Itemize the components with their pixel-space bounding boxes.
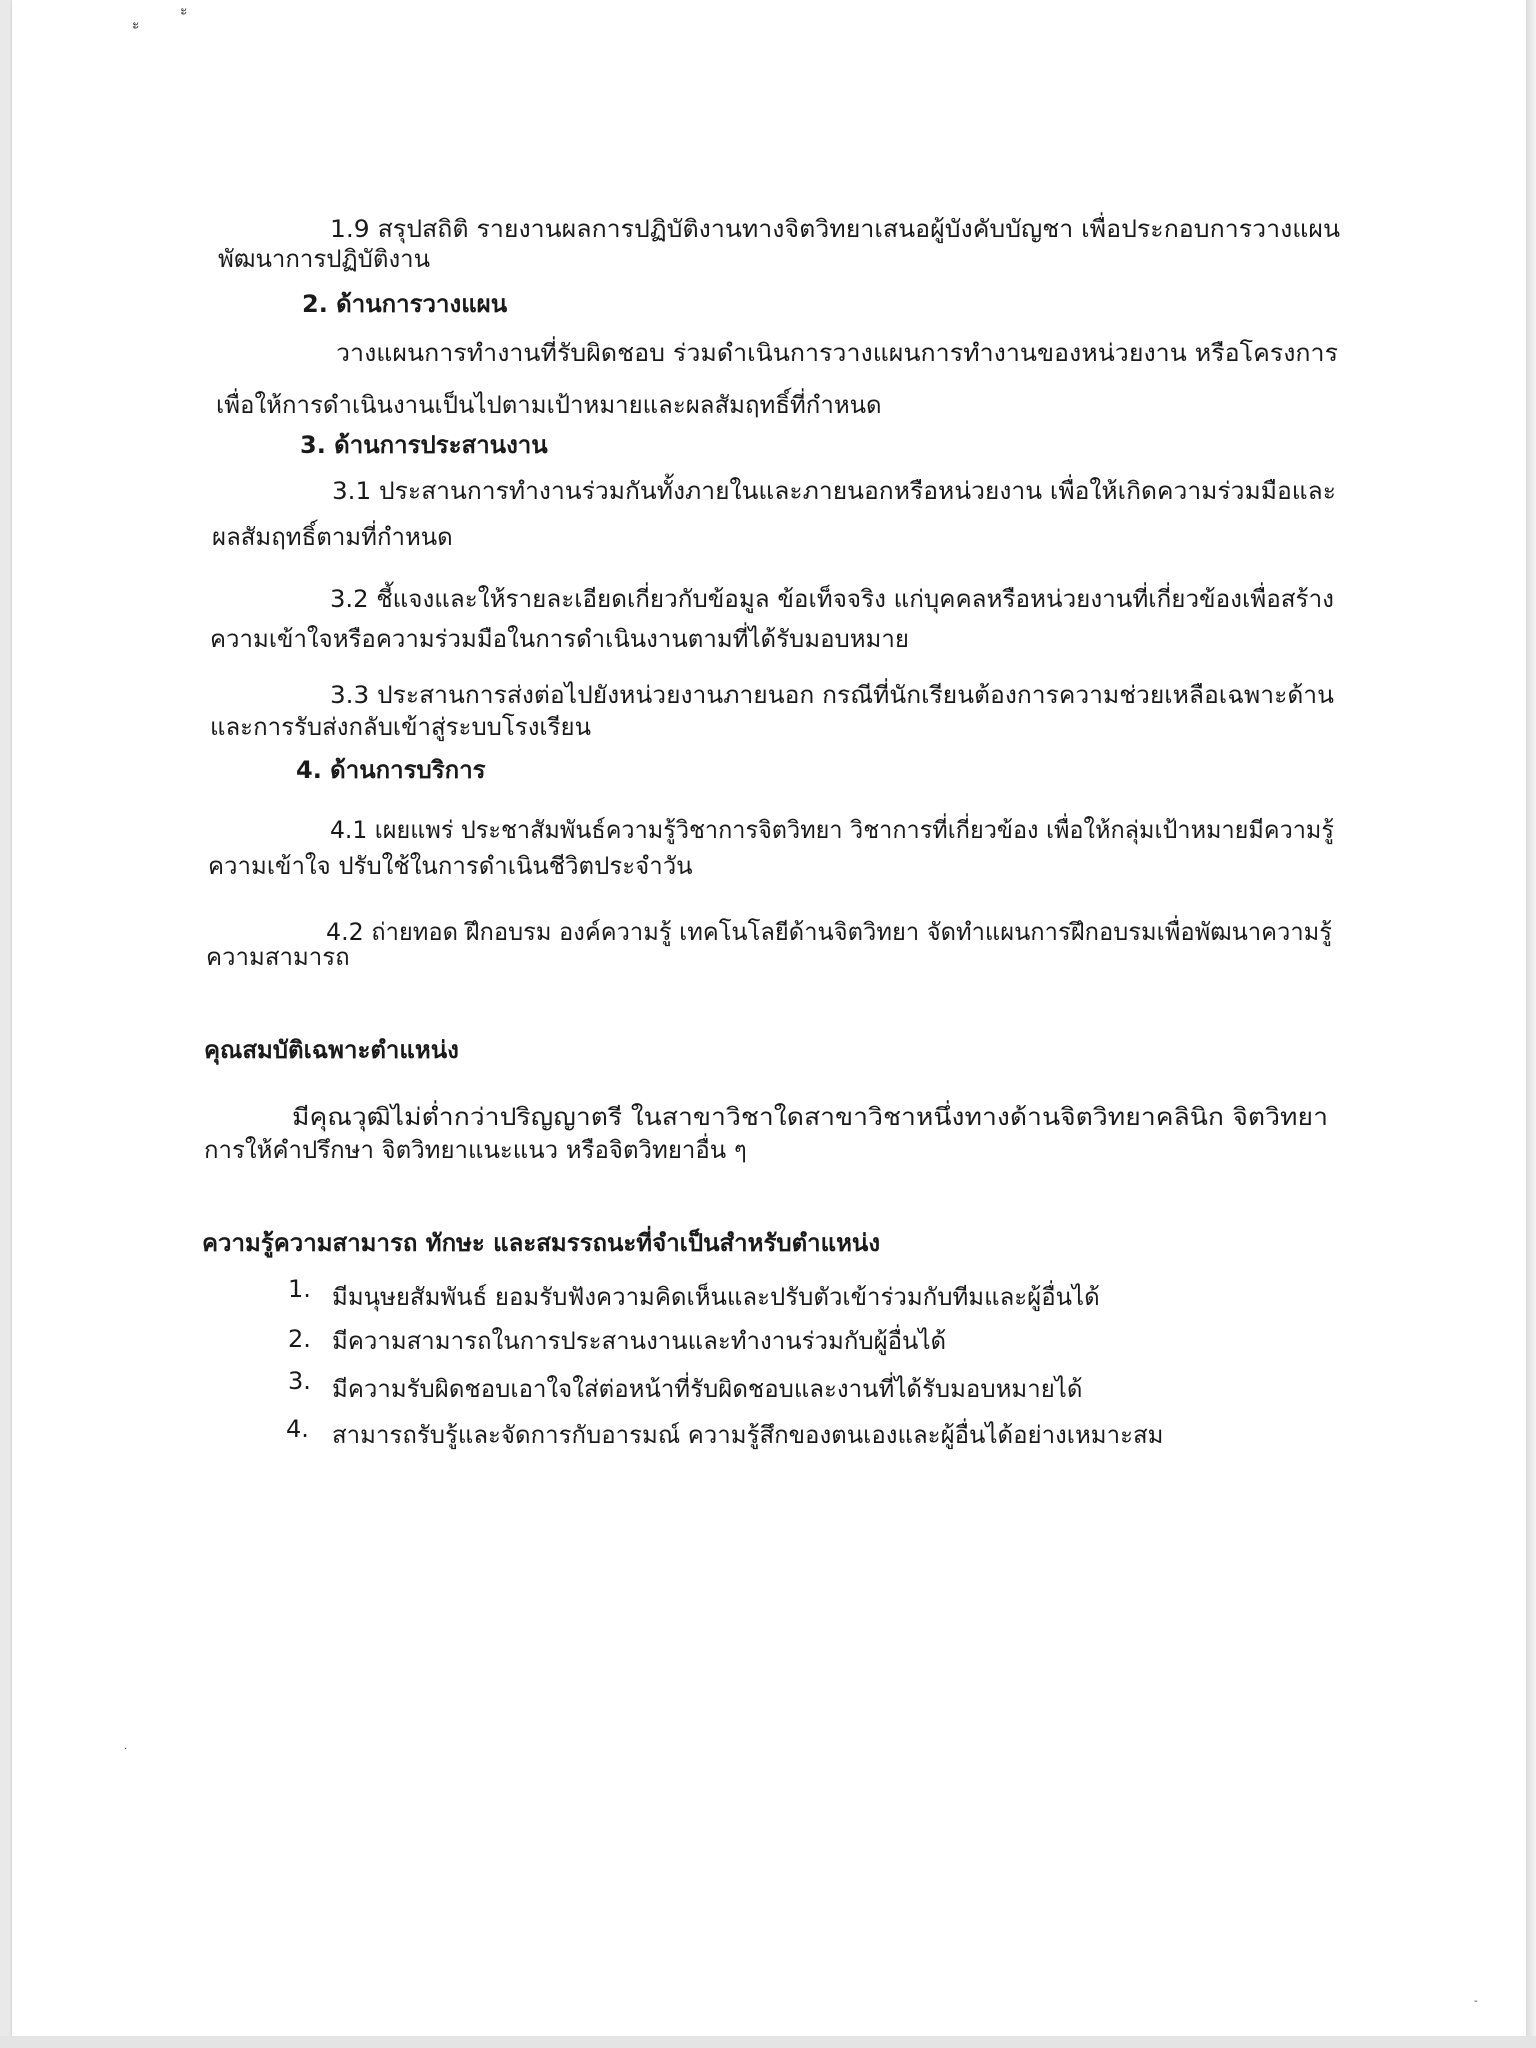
heading-service: 4. ด้านการบริการ (296, 756, 486, 784)
qualifications-line1: มีคุณวุฒิไม่ต่ำกว่าปริญญาตรี ในสาขาวิชาใดสาขาวิชาหนึ่งทางด้านจิตวิทยาคลินิก จิตวิทยา (292, 1103, 1328, 1131)
para-4-2-line2: ความสามารถ (206, 943, 350, 971)
heading-planning: 2. ด้านการวางแผน (302, 290, 508, 318)
scan-speck: ะ (180, 3, 188, 19)
scan-speck: - (1474, 1996, 1478, 2007)
competency-item: มีความรับผิดชอบเอาใจใส่ต่อหน้าที่รับผิดชอบและงานที่ได้รับมอบหมายได้ (332, 1375, 1083, 1403)
para-4-1-line1: 4.1 เผยแพร่ ประชาสัมพันธ์ความรู้วิชาการจิตวิทยา วิชาการที่เกี่ยวข้อง เพื่อให้กลุ่มเป้าหมายมีความรู้ (330, 816, 1334, 844)
competency-number: 3. (288, 1367, 311, 1395)
competency-item: มีความสามารถในการประสานงานและทำงานร่วมกับผู้อื่นได้ (332, 1327, 947, 1355)
heading-competencies: ความรู้ความสามารถ ทักษะ และสมรรถนะที่จำเป็นสำหรับตำแหน่ง (202, 1229, 881, 1257)
para-3-1-line2: ผลสัมฤทธิ์ตามที่กำหนด (212, 523, 453, 551)
qualifications-line2: การให้คำปรึกษา จิตวิทยาแนะแนว หรือจิตวิทยาอื่น ๆ (204, 1136, 747, 1164)
para-3-2-line1: 3.2 ชี้แจงและให้รายละเอียดเกี่ยวกับข้อมูล ข้อเท็จจริง แก่บุคคลหรือหน่วยงานที่เกี่ยวข้องเพื่อสร้าง (330, 585, 1334, 613)
competency-number: 1. (288, 1275, 311, 1303)
para-3-3-line1: 3.3 ประสานการส่งต่อไปยังหน่วยงานภายนอก กรณีที่นักเรียนต้องการความช่วยเหลือเฉพาะด้าน (330, 681, 1334, 709)
para-1-9-line1: 1.9 สรุปสถิติ รายงานผลการปฏิบัติงานทางจิตวิทยาเสนอผู้บังคับบัญชา เพื่อประกอบการวางแผน (330, 215, 1340, 243)
planning-line2: เพื่อให้การดำเนินงานเป็นไปตามเป้าหมายและผลสัมฤทธิ์ที่กำหนด (216, 391, 882, 419)
para-3-2-line2: ความเข้าใจหรือความร่วมมือในการดำเนินงานตามที่ได้รับมอบหมาย (210, 625, 909, 653)
page-bottom-margin (0, 2036, 1536, 2048)
competency-number: 4. (286, 1415, 309, 1443)
para-3-1-line1: 3.1 ประสานการทำงานร่วมกันทั้งภายในและภายนอกหรือหน่วยงาน เพื่อให้เกิดความร่วมมือและ (332, 477, 1336, 505)
competency-item: สามารถรับรู้และจัดการกับอารมณ์ ความรู้สึกของตนเองและผู้อื่นได้อย่างเหมาะสม (332, 1421, 1164, 1449)
document-page (12, 0, 1526, 2036)
competency-number: 2. (288, 1325, 311, 1353)
para-4-1-line2: ความเข้าใจ ปรับใช้ในการดำเนินชีวิตประจำวัน (208, 852, 693, 880)
scan-speck: · (124, 1744, 128, 1755)
para-4-2-line1: 4.2 ถ่ายทอด ฝึกอบรม องค์ความรู้ เทคโนโลยีด้านจิตวิทยา จัดทำแผนการฝึกอบรมเพื่อพัฒนาความรู้ (326, 918, 1332, 946)
para-3-3-line2: และการรับส่งกลับเข้าสู่ระบบโรงเรียน (210, 713, 591, 741)
planning-line1: วางแผนการทำงานที่รับผิดชอบ ร่วมดำเนินการวางแผนการทำงานของหน่วยงาน หรือโครงการ (336, 339, 1338, 367)
page-edge-shadow (1526, 0, 1536, 2048)
heading-qualifications: คุณสมบัติเฉพาะตำแหน่ง (204, 1036, 459, 1064)
scan-speck: ะ (132, 17, 140, 33)
para-1-9-line2: พัฒนาการปฏิบัติงาน (218, 245, 431, 273)
heading-coordination: 3. ด้านการประสานงาน (300, 431, 548, 459)
competency-item: มีมนุษยสัมพันธ์ ยอมรับฟังความคิดเห็นและปรับตัวเข้าร่วมกับทีมและผู้อื่นได้ (332, 1283, 1100, 1311)
